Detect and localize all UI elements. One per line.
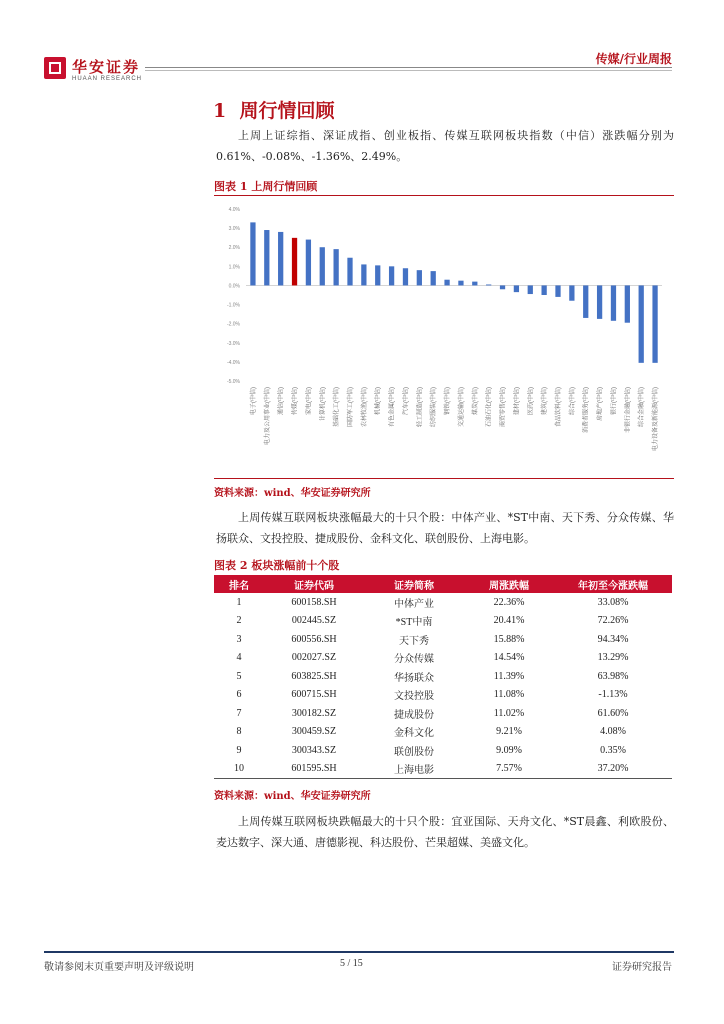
bar bbox=[333, 249, 338, 285]
table-row bbox=[214, 630, 672, 649]
bar bbox=[306, 240, 311, 286]
table-row bbox=[214, 760, 672, 779]
cell-ytd-change: 13.29% bbox=[597, 652, 629, 664]
cell-rank: 2 bbox=[236, 615, 242, 627]
figure1-title: 图表 1 上周行情回顾 bbox=[214, 180, 318, 193]
cell-name: 中体产业 bbox=[394, 598, 434, 610]
cell-rank: 3 bbox=[236, 633, 242, 645]
table-row bbox=[214, 686, 672, 705]
bar bbox=[625, 285, 630, 322]
figure1-source: 资料来源：wind、华安证券研究所 bbox=[214, 488, 371, 499]
cell-rank: 10 bbox=[214, 760, 264, 779]
bar bbox=[597, 285, 602, 318]
y-tick-label: 2.0% bbox=[228, 245, 240, 252]
cell-rank: 4 bbox=[236, 652, 242, 664]
cell-code: 300343.SZ bbox=[291, 744, 337, 756]
cell-rank: 8 bbox=[236, 726, 242, 738]
y-tick-label: 0.0% bbox=[228, 283, 240, 290]
cell-rank: 1 bbox=[236, 596, 242, 608]
y-tick-label: -5.0% bbox=[226, 379, 240, 385]
bar bbox=[583, 285, 588, 317]
x-tick-label: 房地产(中信) bbox=[597, 387, 604, 421]
y-tick-label: -1.0% bbox=[226, 302, 240, 309]
cell-code: 300459.SZ bbox=[291, 726, 337, 738]
cell-ytd-change: 61.60% bbox=[597, 707, 629, 719]
cell-rank: 5 bbox=[236, 670, 242, 682]
cell-code: 603825.SH bbox=[291, 670, 337, 682]
cell-code: 002027.SZ bbox=[291, 652, 337, 664]
x-tick-label: 商贸零售(中信) bbox=[500, 387, 507, 427]
cell-name: 金科文化 bbox=[394, 728, 434, 740]
y-tick-label: -3.0% bbox=[226, 340, 240, 347]
x-tick-label: 消费者服务(中信) bbox=[583, 387, 590, 433]
cell-code: 300182.SZ bbox=[291, 707, 337, 719]
cell-name: 分众传媒 bbox=[394, 654, 434, 666]
x-tick-label: 石油石化(中信) bbox=[486, 387, 493, 427]
weekly-performance-chart bbox=[216, 199, 674, 477]
top-losers-paragraph: 上周传媒互联网板块跌幅最大的十只个股：宜亚国际、天舟文化、*ST晨鑫、利欧股份、麦达数字、深大通、唐德影视、科达股份、芒果超媒、美盛文化。 bbox=[216, 815, 674, 849]
y-tick-label: -2.0% bbox=[226, 321, 240, 328]
x-tick-label: 纺织服装(中信) bbox=[431, 387, 438, 427]
figure1-title-rule bbox=[214, 195, 674, 196]
bar bbox=[444, 280, 449, 286]
section-number: 1 bbox=[213, 100, 227, 122]
figure1-bottom-rule bbox=[214, 478, 674, 479]
cell-ytd-change: 37.20% bbox=[554, 760, 672, 779]
bar bbox=[652, 285, 657, 362]
header-rule bbox=[145, 67, 672, 68]
cell-name: *ST中南 bbox=[395, 617, 433, 629]
bar bbox=[403, 268, 408, 285]
cell-weekly-change: 7.57% bbox=[464, 760, 554, 779]
cell-weekly-change: 11.39% bbox=[493, 670, 525, 682]
bar bbox=[514, 285, 519, 292]
cell-ytd-change: -1.13% bbox=[598, 689, 628, 701]
y-tick-label: -4.0% bbox=[226, 359, 240, 366]
y-tick-label: 3.0% bbox=[228, 226, 240, 233]
y-tick-label: 4.0% bbox=[228, 207, 240, 213]
bar bbox=[347, 258, 352, 286]
bar bbox=[569, 285, 574, 300]
bar bbox=[361, 264, 366, 285]
bar bbox=[639, 285, 644, 362]
bar bbox=[611, 285, 616, 320]
top-gainers-paragraph: 上周传媒互联网板块涨幅最大的十只个股：中体产业、*ST中南、天下秀、分众传媒、华扬联众、文投控股、捷成股份、金科文化、联创股份、上海电影。 bbox=[216, 511, 674, 545]
x-tick-label: 建材(中信) bbox=[514, 387, 521, 415]
footer-report-type: 证券研究报告 bbox=[612, 962, 672, 973]
cell-name: 捷成股份 bbox=[394, 709, 434, 721]
bar bbox=[528, 285, 533, 294]
x-tick-label: 综合金融(中信) bbox=[639, 387, 646, 427]
cell-ytd-change: 63.98% bbox=[597, 670, 629, 682]
cell-rank: 6 bbox=[236, 689, 242, 701]
x-tick-label: 钢铁(中信) bbox=[445, 387, 452, 415]
top-gainers-table bbox=[214, 575, 672, 779]
x-tick-label: 综合(中信) bbox=[569, 387, 576, 415]
logo-mark-icon bbox=[44, 57, 66, 79]
bar bbox=[375, 265, 380, 285]
cell-weekly-change: 9.09% bbox=[496, 744, 522, 756]
x-tick-label: 电力设备及新能源(中信) bbox=[653, 387, 660, 451]
x-tick-label: 国防军工(中信) bbox=[348, 387, 354, 427]
x-tick-label: 基础化工(中信) bbox=[334, 387, 341, 427]
bar bbox=[500, 285, 505, 289]
cell-name: 文投控股 bbox=[394, 691, 434, 703]
cell-weekly-change: 15.88% bbox=[493, 633, 525, 645]
x-tick-label: 非银行金融(中信) bbox=[625, 387, 632, 433]
x-tick-label: 银行(中信) bbox=[611, 387, 618, 415]
col-header-rank: 排名 bbox=[214, 575, 264, 593]
cell-name: 华扬联众 bbox=[394, 672, 434, 684]
cell-ytd-change: 0.35% bbox=[600, 744, 626, 756]
table-row bbox=[214, 667, 672, 686]
cell-name: 联创股份 bbox=[394, 746, 434, 758]
x-tick-label: 煤炭(中信) bbox=[472, 387, 479, 415]
bar bbox=[472, 282, 477, 286]
cell-rank: 7 bbox=[236, 707, 242, 719]
cell-weekly-change: 22.36% bbox=[493, 596, 525, 608]
table-header-row bbox=[214, 575, 672, 593]
x-tick-label: 传媒(中信) bbox=[292, 387, 299, 415]
figure2-source: 资料来源：wind、华安证券研究所 bbox=[214, 791, 371, 802]
cell-rank: 9 bbox=[236, 744, 242, 756]
bar bbox=[320, 247, 325, 285]
section-heading bbox=[213, 96, 334, 123]
footer-disclaimer: 敬请参阅末页重要声明及评级说明 bbox=[44, 962, 194, 973]
header-rule-thin bbox=[145, 70, 672, 71]
cell-ytd-change: 4.08% bbox=[600, 726, 626, 738]
table-row bbox=[214, 593, 672, 612]
x-tick-label: 医药(中信) bbox=[528, 387, 535, 415]
cell-code: 600556.SH bbox=[291, 633, 337, 645]
x-tick-label: 食品饮料(中信) bbox=[556, 387, 562, 427]
logo-text: 华安证券 bbox=[72, 58, 141, 76]
section-title: 周行情回顾 bbox=[239, 100, 335, 122]
footer-rule bbox=[44, 951, 674, 953]
x-tick-label: 电力及公用事业(中信) bbox=[264, 387, 271, 445]
bar bbox=[278, 232, 283, 286]
cell-ytd-change: 72.26% bbox=[597, 615, 629, 627]
bar bbox=[250, 222, 255, 285]
cell-weekly-change: 14.54% bbox=[493, 652, 525, 664]
cell-code: 601595.SH bbox=[264, 760, 364, 779]
cell-ytd-change: 94.34% bbox=[597, 633, 629, 645]
bar bbox=[555, 285, 560, 296]
x-tick-label: 汽车(中信) bbox=[403, 387, 410, 415]
report-category: 传媒/行业周报 bbox=[595, 52, 672, 66]
x-tick-label: 交通运输(中信) bbox=[458, 387, 465, 427]
cell-code: 600715.SH bbox=[291, 689, 337, 701]
col-header-name: 证券简称 bbox=[364, 575, 464, 593]
cell-weekly-change: 9.21% bbox=[496, 726, 522, 738]
table-row bbox=[214, 741, 672, 760]
x-tick-label: 家电(中信) bbox=[306, 387, 313, 415]
x-tick-label: 通信(中信) bbox=[278, 387, 285, 415]
cell-ytd-change: 33.08% bbox=[597, 596, 629, 608]
cell-weekly-change: 20.41% bbox=[493, 615, 525, 627]
table-row bbox=[214, 704, 672, 723]
x-tick-label: 农林牧渔(中信) bbox=[361, 387, 368, 427]
x-tick-label: 建筑(中信) bbox=[542, 387, 549, 415]
x-tick-label: 有色金属(中信) bbox=[389, 387, 396, 427]
y-tick-label: 1.0% bbox=[228, 264, 240, 271]
bar bbox=[486, 284, 491, 285]
bar bbox=[417, 270, 422, 285]
cell-weekly-change: 11.08% bbox=[493, 689, 525, 701]
bar bbox=[541, 285, 546, 295]
cell-weekly-change: 11.02% bbox=[493, 707, 525, 719]
col-header-weekly-change: 周涨跌幅 bbox=[464, 575, 554, 593]
table-row bbox=[214, 612, 672, 631]
bar bbox=[458, 281, 463, 286]
cell-name: 上海电影 bbox=[364, 760, 464, 779]
x-tick-label: 计算机(中信) bbox=[320, 387, 327, 421]
figure2-title: 图表 2 板块涨幅前十个股 bbox=[214, 559, 340, 572]
col-header-code: 证券代码 bbox=[264, 575, 364, 593]
x-tick-label: 机械(中信) bbox=[375, 387, 382, 415]
table-row bbox=[214, 723, 672, 742]
x-tick-label: 轻工制造(中信) bbox=[417, 387, 424, 427]
table-row bbox=[214, 649, 672, 668]
page-number: 5 / 15 bbox=[340, 958, 363, 969]
logo-subtext: HUAAN RESEARCH bbox=[72, 76, 143, 82]
intro-paragraph: 上周上证综指、深证成指、创业板指、传媒互联网板块指数（中信）涨跌幅分别为0.61%、-0.08%、-1.36%、2.49%。 bbox=[216, 129, 674, 163]
cell-name: 天下秀 bbox=[399, 635, 429, 647]
cell-code: 600158.SH bbox=[291, 596, 337, 608]
cell-code: 002445.SZ bbox=[291, 615, 337, 627]
col-header-ytd-change: 年初至今涨跌幅 bbox=[554, 575, 672, 593]
bar bbox=[431, 271, 436, 285]
bar bbox=[292, 238, 297, 286]
bar bbox=[264, 230, 269, 285]
bar bbox=[389, 266, 394, 285]
x-tick-label: 电子(中信) bbox=[250, 387, 257, 415]
